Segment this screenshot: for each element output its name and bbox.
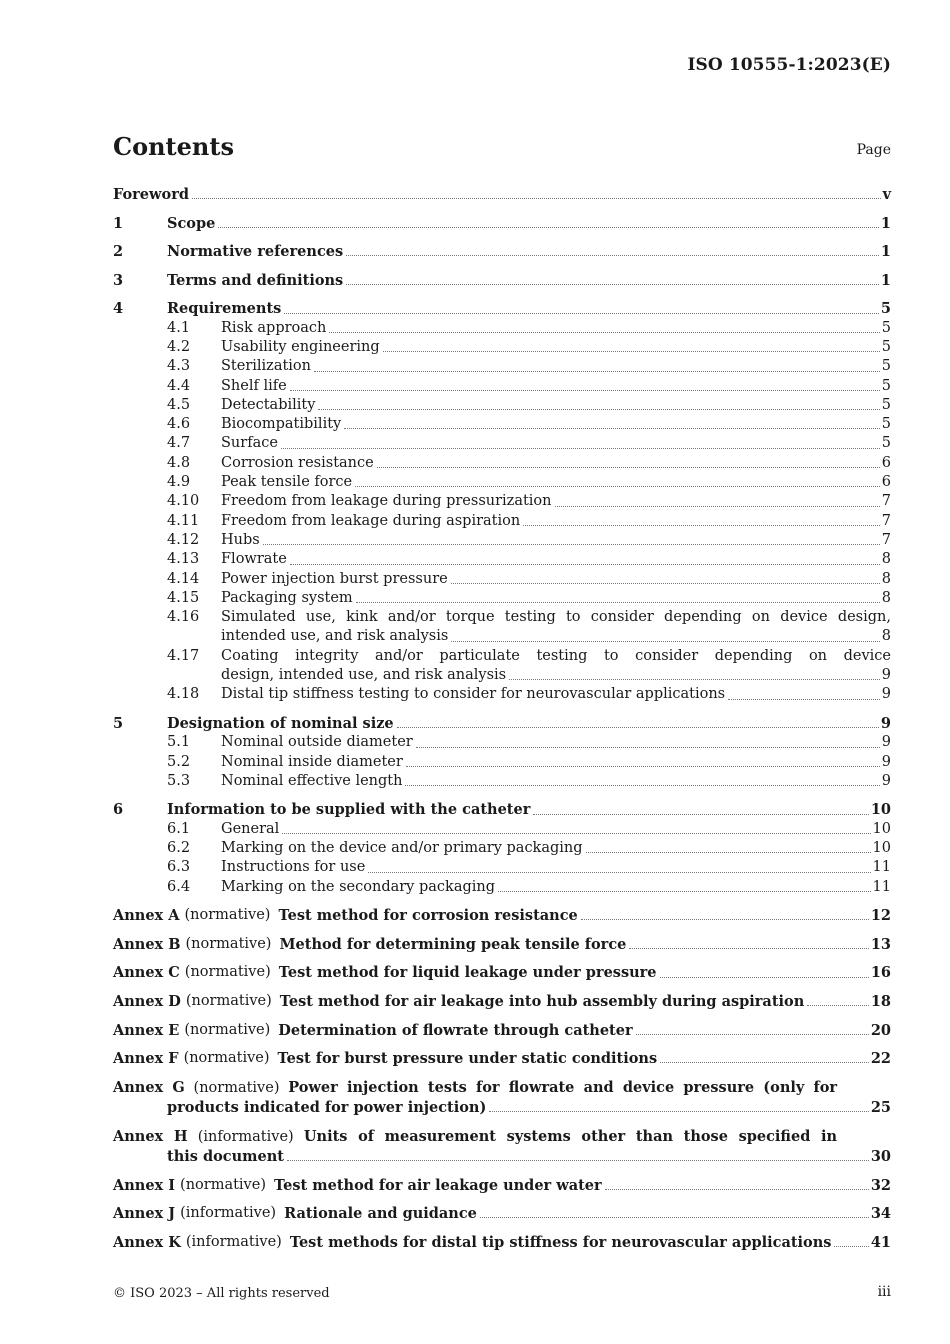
dot-leader [660,1062,869,1063]
toc-entry-label [221,531,882,550]
toc-entry-number: 4.1 [167,319,191,336]
toc-entry-number: 6.4 [167,878,191,895]
toc-entry[interactable] [113,415,891,434]
toc-entry-page: 8 [881,589,891,606]
annex-type: (normative) [193,1079,280,1096]
annex-type: (normative) [183,1050,270,1067]
dot-leader [834,1246,868,1247]
toc-entry[interactable] [113,512,891,531]
annex-page: 20 [870,1021,891,1039]
annex-type: (normative) [184,907,271,924]
annex-title: Test for burst pressure under static conditions [277,1050,658,1068]
dot-leader [377,467,880,468]
toc-entry[interactable] [113,878,891,897]
toc-entry-label [221,858,873,877]
toc-entry-page: 8 [881,628,891,645]
document-id: ISO 10555-1:2023(E) [687,55,891,75]
toc-entry[interactable] [113,242,891,261]
annex-page: 22 [870,1050,891,1068]
toc-entry-label [221,319,882,338]
toc-entry-number: 4.13 [167,551,200,568]
annex-id: Annex H [113,1127,188,1145]
toc-entry-text: Simulated use, kink and/or torque testing to consider depending on device design, [221,609,891,626]
annex-entry-line [113,1233,891,1252]
toc-entry-number: 4.11 [167,512,200,529]
annex-page: 32 [870,1176,891,1194]
dot-leader [586,852,871,853]
toc-entry-number: 5.1 [167,734,191,751]
dot-leader [284,313,879,314]
dot-leader [397,727,879,728]
dot-leader [281,448,880,449]
toc-entry[interactable] [113,800,891,819]
annex-title: Test methods for distal tip stiffness for neurovascular applications [289,1233,832,1251]
toc-entry-text: Scope [167,214,216,232]
page-number: iii [877,1284,891,1300]
toc-entry[interactable] [113,377,891,396]
annex-title: Rationale and guidance [284,1205,477,1223]
annex-type: (normative) [185,935,272,952]
toc-entry-text: Power injection burst pressure [221,570,448,587]
toc-entry-continuation[interactable] [113,666,891,685]
toc-entry-number: 5.3 [167,772,191,789]
toc-entry-label [221,608,891,627]
dot-leader [416,747,880,748]
annex-title: Test method for corrosion resistance [278,907,578,925]
annex-entry[interactable] [113,1233,891,1252]
toc-entry-text: Nominal inside diameter [221,753,403,770]
toc-entry-label [221,753,882,772]
dot-leader [218,227,879,228]
toc-entry-text: Corrosion resistance [221,454,374,471]
toc-entry-text: Nominal outside diameter [221,734,413,751]
annex-entry-line [113,1176,891,1195]
toc-entry-number: 4.2 [167,338,191,355]
toc-entry-label [221,647,891,666]
toc-entry-page: 10 [872,839,891,856]
annex-entry[interactable] [113,1049,891,1068]
dot-leader [498,891,871,892]
toc-entry-text: General [221,820,280,837]
toc-entry-page: 9 [880,714,891,732]
dot-leader [509,679,880,680]
toc-entry-label [221,357,882,376]
dot-leader [263,544,880,545]
toc-entry-number: 4.9 [167,474,191,491]
toc-entry[interactable] [113,357,891,376]
toc-entry-text: Detectability [221,396,316,413]
toc-entry[interactable] [113,589,891,608]
toc-entry-page: 5 [881,338,891,355]
dot-leader [282,833,870,834]
dot-leader [451,583,880,584]
dot-leader [287,1160,869,1161]
dot-leader [728,699,880,700]
annex-title: Determination of flowrate through catheter [278,1021,633,1039]
annex-entry[interactable] [113,963,891,982]
toc-entry-text: Biocompatibility [221,416,342,433]
toc-entry-text: intended use, and risk analysis [221,628,449,645]
toc-entry-label [221,733,882,752]
toc-entry-page: 9 [881,753,891,770]
toc-entry-text: Packaging system [221,589,353,606]
dot-leader [355,486,880,487]
annex-page: 34 [870,1205,891,1223]
annex-entry[interactable] [113,935,891,954]
toc-entry-text: Marking on the secondary packaging [221,878,495,895]
dot-leader [555,506,880,507]
toc-entry-label [221,492,882,511]
annex-title: Method for determining peak tensile force [279,935,627,953]
toc-entry-number: 4.7 [167,435,191,452]
toc-entry-text: Instructions for use [221,859,366,876]
toc-entry-number: 4.10 [167,493,200,510]
toc-entry[interactable] [113,733,891,752]
toc-entry-number: 5.2 [167,753,191,770]
toc-entry[interactable] [113,185,891,204]
dot-leader [346,255,879,256]
toc-entry-number: 1 [113,214,124,232]
annex-title-continued: products indicated for power injection) [167,1099,487,1117]
annex-page: 18 [870,992,891,1010]
dot-leader [290,390,880,391]
toc-entry-number: 4.14 [167,570,200,587]
toc-entry-page: 9 [881,772,891,789]
toc-entry-page: 5 [881,358,891,375]
toc-entry-page: 6 [881,474,891,491]
toc-entry-page: 5 [881,377,891,394]
toc-entry-page: 7 [881,512,891,529]
annex-id: Annex F [113,1050,179,1068]
toc-entry-label [167,800,871,819]
annex-page: 25 [870,1099,891,1117]
toc-entry-text: Freedom from leakage during pressurization [221,493,552,510]
toc-entry-label [221,512,882,531]
annex-entry[interactable] [113,1078,891,1118]
toc-entry-text: Surface [221,435,278,452]
toc-entry-continuation[interactable] [113,627,891,646]
toc-entry-label [221,666,882,685]
toc-entry[interactable] [113,338,891,357]
toc-entry-page: 9 [881,667,891,684]
toc-entry-label [221,839,873,858]
toc-entry-page: 8 [881,551,891,568]
toc-entry-text: Hubs [221,531,260,548]
toc-entry[interactable] [113,772,891,791]
dot-leader [581,919,869,920]
dot-leader [629,948,868,949]
toc-entry-text: Shelf life [221,377,287,394]
toc-entry[interactable] [113,473,891,492]
annex-entry[interactable] [113,1204,891,1223]
toc-entry-label [221,820,873,839]
toc-entry-label [221,570,882,589]
toc-entry-page: 5 [881,416,891,433]
toc-entry-text: Marking on the device and/or primary packaging [221,839,583,856]
toc-entry-number: 4.3 [167,358,191,375]
toc-entry-number: 4 [113,300,124,318]
annex-id: Annex D [113,992,181,1010]
toc-entry[interactable] [113,858,891,877]
annex-title-continued: this document [167,1147,284,1165]
annex-type: (informative) [185,1233,282,1250]
annex-type: (normative) [185,992,272,1009]
toc-entry-text: Nominal effective length [221,772,403,789]
toc-entry-number: 6.1 [167,820,191,837]
dot-leader [344,428,880,429]
annex-type: (informative) [180,1205,277,1222]
toc-entry[interactable] [113,647,891,666]
annex-entry[interactable] [113,1127,891,1167]
toc-entry-text: Designation of nominal size [167,714,394,732]
toc-entry-page: 9 [881,734,891,751]
annex-entry-line [113,1049,891,1068]
annex-type: (normative) [184,1021,271,1038]
toc-entry-label [167,299,881,318]
annex-entry-line [113,963,891,982]
toc-entry[interactable] [113,434,891,453]
dot-leader [314,371,880,372]
toc-entry-label [221,434,882,453]
toc-entry-text: Information to be supplied with the catheter [167,801,531,819]
toc-entry-label [221,589,882,608]
toc-entry[interactable] [113,454,891,473]
toc-entry-text: Sterilization [221,358,312,375]
toc-entry-label [113,185,883,204]
toc-entry-text: Normative references [167,243,344,261]
toc-entry[interactable] [113,299,891,318]
toc-entry-page: 1 [880,271,891,289]
toc-entry-page: 7 [881,531,891,548]
copyright-notice: © ISO 2023 – All rights reserved [113,1286,330,1301]
annex-page: 41 [870,1233,891,1251]
dot-leader [533,814,868,815]
toc-entry-page: 9 [881,686,891,703]
toc-entry[interactable] [113,531,891,550]
annex-entry-line [113,992,891,1011]
toc-entry-label [221,377,882,396]
annex-entry-first-line [113,1078,837,1098]
toc-entry-number: 4.5 [167,396,191,413]
toc-entry-page: 11 [872,859,891,876]
annex-type: (normative) [184,964,271,981]
toc-entry[interactable] [113,214,891,233]
toc-entry-number: 6 [113,801,124,819]
dot-leader [329,332,879,333]
annex-title: Test method for liquid leakage under pressure [278,964,657,982]
toc-entry[interactable] [113,271,891,290]
dot-leader [451,641,879,642]
toc-entry-label [221,627,882,646]
toc-entry-text: Flowrate [221,551,287,568]
annex-entry-line [113,935,891,954]
toc-entry-page: 11 [872,878,891,895]
toc-entry-page: 6 [881,454,891,471]
toc-entry[interactable] [113,608,891,627]
dot-leader [368,872,870,873]
annex-page: 30 [870,1147,891,1165]
toc-entry-label [167,214,881,233]
annex-id: Annex E [113,1021,180,1039]
toc-entry-text: Requirements [167,300,282,318]
annex-page: 13 [870,935,891,953]
toc-entry-label [221,550,882,569]
toc-entry-page: 5 [880,300,891,318]
annex-page: 16 [870,964,891,982]
toc-entry-number: 4.17 [167,647,200,664]
toc-entry-text: Distal tip stiffness testing to consider for neurovascular applications [221,686,726,703]
toc-entry-label [221,772,882,791]
toc-entry-number: 4.15 [167,589,200,606]
dot-leader [480,1217,869,1218]
toc-entry-page: 5 [881,435,891,452]
dot-leader [318,409,879,410]
toc-entry-page: 10 [870,801,891,819]
toc-entry-label [167,242,881,261]
toc-entry-number: 4.12 [167,531,200,548]
annex-entry-line [113,906,891,925]
dot-leader [636,1034,869,1035]
toc-entry-page: 1 [880,243,891,261]
toc-entry-number: 4.8 [167,454,191,471]
annex-entry-line [113,1204,891,1223]
toc-entry-page: 7 [881,493,891,510]
annex-title: Power injection tests for flowrate and device pressure (only for [288,1078,838,1096]
toc-entry[interactable] [113,550,891,569]
toc-entry[interactable] [113,570,891,589]
toc-entry[interactable] [113,714,891,733]
annex-entry[interactable] [113,1021,891,1040]
dot-leader [406,766,880,767]
toc-entry-number: 4.18 [167,686,200,703]
annex-type: (informative) [197,1128,294,1145]
toc-entry-text: Peak tensile force [221,474,353,491]
dot-leader [405,785,879,786]
toc-entry-page: 10 [872,820,891,837]
dot-leader [356,602,880,603]
toc-entry-page: v [882,186,891,203]
annex-entry-first-line [113,1127,837,1147]
page-title: Contents [113,132,234,161]
toc-entry-text: Coating integrity and/or particulate testing to consider depending on device [221,647,891,664]
dot-leader [807,1005,869,1006]
toc-entry-label [221,338,882,357]
dot-leader [346,284,879,285]
annex-entry[interactable] [113,906,891,925]
annex-id: Annex C [113,964,180,982]
table-of-contents [113,185,891,1252]
toc-entry-number: 2 [113,243,124,261]
toc-entry-number: 4.4 [167,377,191,394]
annex-entry-line [113,1021,891,1040]
toc-entry-text: Foreword [113,186,189,203]
toc-entry[interactable] [113,492,891,511]
toc-entry-text: Freedom from leakage during aspiration [221,512,521,529]
dot-leader [660,977,869,978]
annex-id: Annex A [113,907,180,925]
annex-entry-continuation [167,1147,891,1166]
toc-entry[interactable] [113,319,891,338]
annex-entry[interactable] [113,992,891,1011]
toc-entry-label [221,878,873,897]
toc-entry-number: 5 [113,714,124,732]
annex-id: Annex G [113,1078,185,1096]
annex-entry-continuation [167,1098,891,1117]
annex-id: Annex I [113,1176,176,1194]
toc-entry-label [221,454,882,473]
toc-entry-number: 4.6 [167,416,191,433]
toc-entry[interactable] [113,753,891,772]
dot-leader [489,1111,868,1112]
toc-entry[interactable] [113,685,891,704]
toc-entry[interactable] [113,839,891,858]
toc-entry-label [221,473,882,492]
toc-entry-number: 3 [113,271,124,289]
toc-entry-number: 6.3 [167,859,191,876]
toc-entry-text: Usability engineering [221,338,380,355]
dot-leader [383,351,880,352]
toc-entry-number: 4.16 [167,609,200,626]
annex-title: Units of measurement systems other than those specified in [303,1127,838,1145]
page-column-label: Page [856,142,891,158]
dot-leader [192,198,881,199]
toc-entry-label [167,271,881,290]
toc-entry-page: 8 [881,570,891,587]
dot-leader [523,525,880,526]
toc-entry[interactable] [113,396,891,415]
toc-entry-page: 5 [881,396,891,413]
toc-entry-page: 5 [881,319,891,336]
toc-entry-number: 6.2 [167,839,191,856]
annex-id: Annex K [113,1233,181,1251]
annex-type: (normative) [180,1176,266,1193]
toc-entry-label [221,396,882,415]
annex-page: 12 [870,907,891,925]
toc-entry[interactable] [113,820,891,839]
annex-id: Annex B [113,935,181,953]
toc-entry-label [221,415,882,434]
toc-entry-text: design, intended use, and risk analysis [221,667,507,684]
annex-title: Test method for air leakage into hub assembly during aspiration [279,992,805,1010]
annex-entry[interactable] [113,1176,891,1195]
toc-entry-text: Risk approach [221,319,327,336]
toc-entry-text: Terms and definitions [167,271,344,289]
annex-id: Annex J [113,1205,176,1223]
toc-entry-label [221,685,882,704]
annex-title: Test method for air leakage under water [274,1176,602,1194]
dot-leader [605,1189,869,1190]
toc-entry-page: 1 [880,214,891,232]
toc-entry-label [167,714,881,733]
dot-leader [290,564,880,565]
